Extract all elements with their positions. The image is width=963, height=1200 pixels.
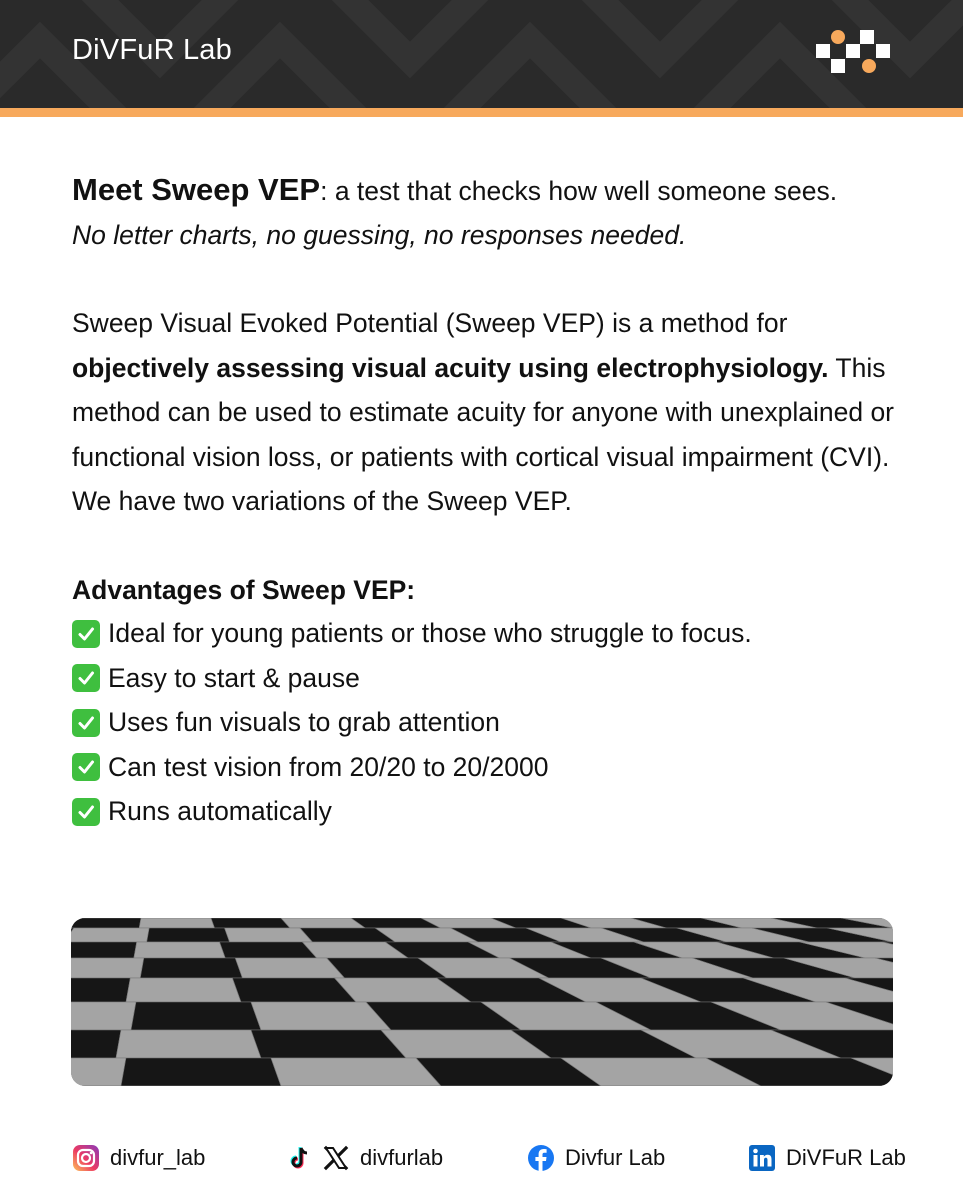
checker-tile — [126, 978, 241, 1002]
checker-tile — [71, 978, 130, 1002]
x-twitter-icon — [322, 1144, 350, 1172]
intro-title-rest: : a test that checks how well someone sees. — [320, 176, 838, 206]
footer — [0, 1138, 963, 1178]
checkmark-icon — [72, 664, 100, 692]
header — [0, 0, 963, 108]
brand-name: DiVFuR Lab — [72, 34, 232, 66]
checker-tile — [271, 1058, 441, 1086]
checker-tile — [225, 928, 313, 942]
list-item — [72, 790, 902, 835]
linkedin-link[interactable] — [748, 1138, 906, 1178]
intro-title: Meet Sweep VEP — [72, 172, 321, 207]
checker-tile — [71, 1002, 136, 1030]
checkmark-icon — [72, 753, 100, 781]
checker-tile — [71, 918, 141, 928]
checker-tile — [235, 958, 344, 978]
header-accent-stripe — [0, 108, 963, 117]
checker-tile — [71, 942, 137, 958]
instagram-handle: divfur_lab — [110, 1145, 206, 1170]
tiktok-icon — [286, 1144, 314, 1172]
intro-subtitle: No letter charts, no guessing, no responses needed. — [72, 220, 687, 250]
advantage-text: Runs automatically — [108, 796, 332, 827]
advantage-text: Uses fun visuals to grab attention — [108, 707, 500, 738]
checker-tile — [147, 928, 230, 942]
checker-dots-logo-icon — [816, 30, 892, 74]
checker-tile — [134, 942, 225, 958]
facebook-icon — [527, 1144, 555, 1172]
checker-tile — [211, 918, 290, 928]
list-item — [72, 701, 902, 746]
checker-tile — [71, 1030, 121, 1058]
advantage-text: Can test vision from 20/20 to 20/2000 — [108, 751, 549, 782]
checkmark-icon — [72, 620, 100, 648]
list-item — [72, 612, 902, 657]
main-content — [72, 168, 902, 834]
twitter-handle: divfurlab — [360, 1145, 444, 1170]
checkmark-icon — [72, 798, 100, 826]
advantages-heading: Advantages of Sweep VEP: — [72, 574, 416, 605]
checker-tile — [139, 918, 214, 928]
linkedin-icon — [748, 1144, 776, 1172]
description-paragraph — [72, 301, 902, 524]
checker-tile — [116, 1030, 261, 1058]
checker-tile — [220, 942, 317, 958]
checker-tile — [131, 1002, 261, 1030]
advantage-text: Ideal for young patients or those who struggle to focus. — [108, 618, 752, 649]
description-part1: Sweep Visual Evoked Potential (Sweep VEP) is a method for — [72, 308, 788, 338]
checker-tile — [71, 1058, 126, 1086]
description-bold: objectively assessing visual acuity using electrophysiology. — [72, 352, 829, 383]
instagram-link[interactable] — [72, 1138, 205, 1178]
tiktok-x-link[interactable] — [286, 1138, 443, 1178]
linkedin-handle: DiVFuR Lab — [786, 1145, 906, 1170]
checker-tile — [71, 928, 149, 942]
description-part2: This method can be used to estimate acuity for anyone with unexplained or functional vision loss, or patients with cortical visual impairment (CVI). We have two variations of the Sweep VEP. — [72, 352, 895, 516]
checker-tile — [140, 958, 242, 978]
checker-tile — [71, 958, 144, 978]
list-item — [72, 745, 902, 790]
intro-line — [72, 168, 902, 213]
advantage-text: Easy to start & pause — [108, 662, 360, 693]
facebook-handle: Divfur Lab — [565, 1145, 666, 1170]
checker-tile — [251, 1030, 406, 1058]
checkmark-icon — [72, 709, 100, 737]
checker-tile — [121, 1058, 281, 1086]
checkerboard-svg — [71, 918, 893, 1086]
checkerboard-pattern-image — [71, 918, 893, 1086]
facebook-link[interactable] — [527, 1138, 665, 1178]
instagram-icon — [72, 1144, 100, 1172]
advantages-list — [72, 612, 902, 835]
list-item — [72, 656, 902, 701]
